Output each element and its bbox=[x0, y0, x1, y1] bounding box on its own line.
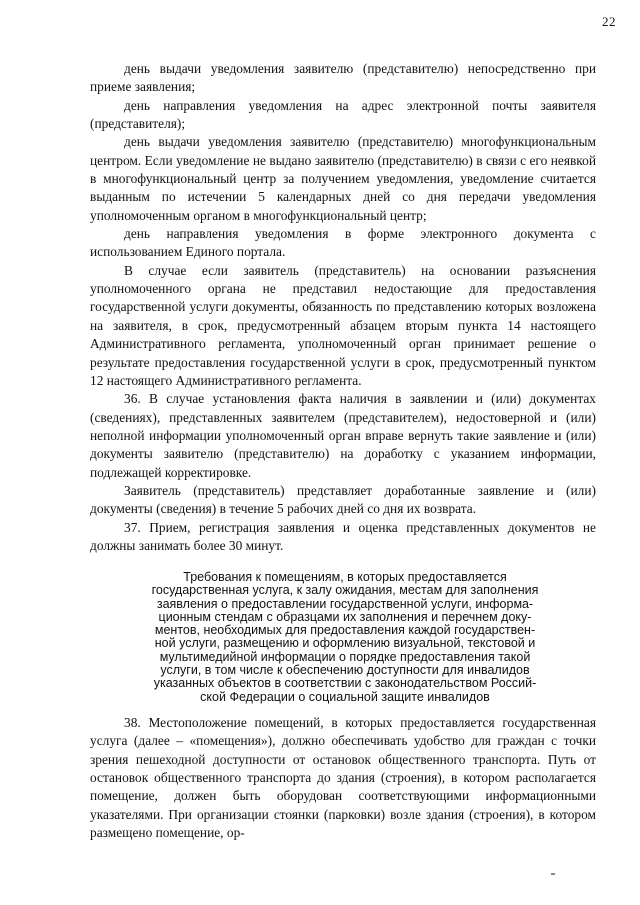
paragraph: день выдачи уведомления заявителю (представителю) непосредственно при приеме заявления; bbox=[90, 61, 596, 95]
paragraph: Заявитель (представитель) представляет доработанные заявление и (или) документы (сведения) в течение 5 рабочих дней со дня их возврата. bbox=[90, 482, 596, 517]
heading-line: указанных объектов в соответствии с законодательством Россий- bbox=[153, 676, 537, 691]
heading-line: услуги, в том числе к обеспечению доступности для инвалидов bbox=[160, 663, 530, 678]
heading-line: государственная услуга, к залу ожидания, местам для заполнения bbox=[151, 583, 539, 598]
paragraph: день выдачи уведомления заявителю (представителю) многофункциональным центром. Если уведомление не выдано заявителю (представителю) в связи с его неявкой в многофункциональный центр за получением уведомления, уведомление считается выданным по истечении 5 календарных дней со дня передачи уведомления уполномоченным органом в многофункциональный центр; bbox=[90, 134, 596, 223]
paragraph: день направления уведомления на адрес электронной почты заявителя (представителя); bbox=[90, 97, 596, 132]
paragraph: 36. В случае установления факта наличия в заявлении и (или) документах (сведениях), представленных заявителем (представителем), недостоверной и (или) неполной информации уполномоченный орган вправе вернуть такие заявление и (или) документы заявителю (представителю) на доработку с указанием информации, подлежащей корректировке. bbox=[90, 391, 596, 480]
page-number: 22 bbox=[602, 14, 616, 29]
heading-line: Требования к помещениям, в которых предоставляется bbox=[183, 570, 507, 584]
heading-line: ментов, необходимых для предоставления каждой государствен- bbox=[154, 623, 536, 638]
paragraph: В случае если заявитель (представитель) на основании разъяснения уполномоченного органа не представил недостающие для предоставления государственной услуги документы, обязанность по представлению которых возложена на заявителя, в срок, предусмотренный абзацем вторым пункта 14 настоящего Административного регламента, уполномоченный орган принимает решение о результате предоставления государственной услуги в срок, предусмотренный пунктом 12 настоящего Административного регламента. bbox=[90, 262, 596, 388]
heading-line: заявления о предоставлении государственной услуги, информа- bbox=[156, 596, 534, 611]
body-text-continued bbox=[90, 714, 596, 842]
body-text bbox=[90, 60, 596, 555]
scan-artifact bbox=[551, 873, 555, 875]
heading-line: мультимедийной информации о порядке предоставления такой bbox=[159, 649, 531, 664]
paragraph-38: 38. Местоположение помещений, в которых предоставляется государственная услуга (далее – «помещения»), должно обеспечивать удобство для граждан с точки зрения пешеходной доступности от остановок общественного транспорта. Путь от остановок общественного транспорта до здания (строения), в котором располагается помещение, должен быть оборудован соответствующими информационными указателями. При организации стоянки (парковки) возле здания (строения), в котором размещено помещение, ор- bbox=[90, 715, 596, 841]
heading-line: ционным стендам с образцами их заполнения и перечнем доку- bbox=[158, 609, 532, 624]
paragraph: 37. Прием, регистрация заявления и оценка представленных документов не должны занимать более 30 минут. bbox=[90, 519, 596, 553]
paragraph: день направления уведомления в форме электронного документа с использованием Единого портала. bbox=[90, 226, 596, 260]
heading-line: ной услуги, размещению и оформлению визуальной, текстовой и bbox=[154, 636, 536, 651]
section-heading bbox=[120, 571, 570, 704]
heading-line: ской Федерации о социальной защите инвалидов bbox=[200, 689, 490, 704]
